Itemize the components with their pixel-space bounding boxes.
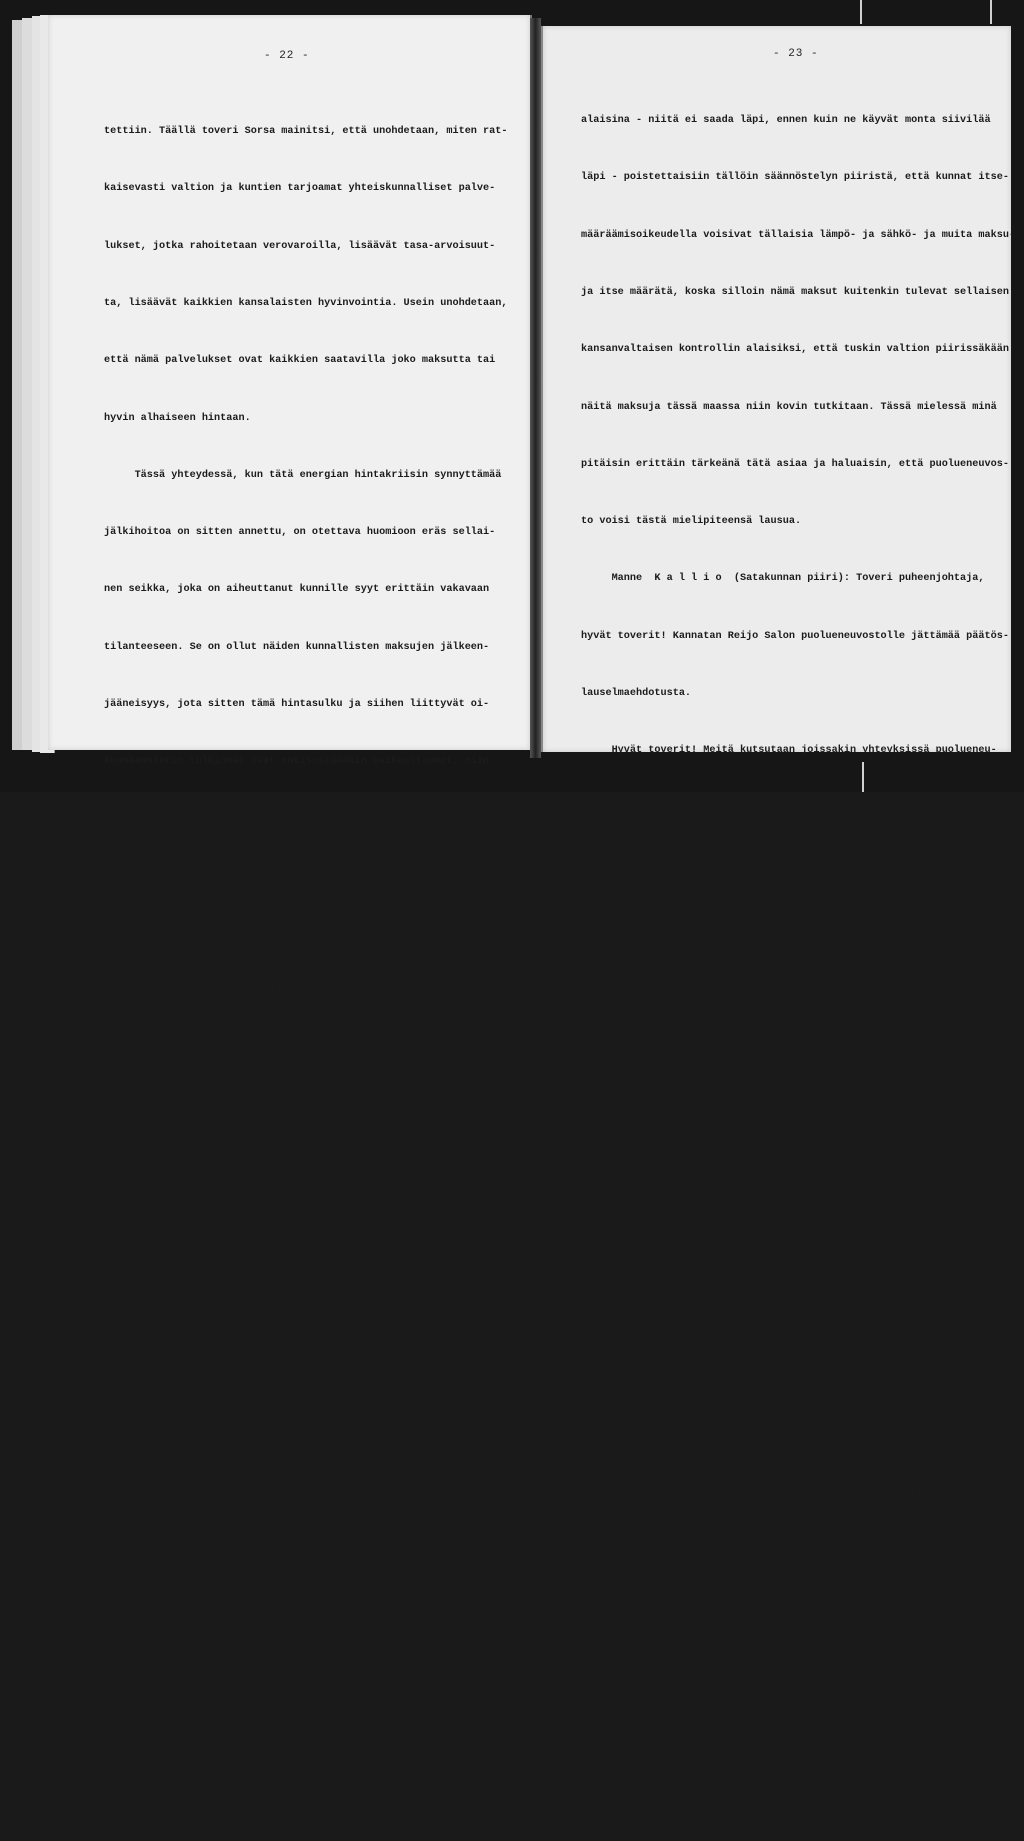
text-line: että kunnat lähtevät tätä kaukolämpöä edelleen kehittämään tässä	[104, 1099, 496, 1111]
text-line: asioista. Tämän valtuutuksen ovat meille antaneet puolueen toverit ken-	[581, 859, 1016, 871]
text-line: to voisi tästä mielipiteensä lausua.	[581, 516, 802, 528]
book-gutter	[530, 18, 541, 758]
text-line: sosialidemokratia on.	[581, 1146, 710, 1158]
scan-artifact	[862, 762, 864, 792]
text-line: hankkimaan täällä, ja vaikuttaa siltä, että valtiovalta on vaatinut,	[104, 1042, 520, 1054]
scan-artifact	[990, 0, 992, 24]
text-line: läpi - poistettaisiin tällöin säännöstelyn piiristä, että kunnat itse-	[581, 172, 1009, 184]
text-line: pitäisin erittäin tärkeänä tätä asiaa ja haluaisin, että puolueneuvos-	[581, 458, 1009, 470]
right-page-number: - 23 -	[773, 48, 819, 60]
text-line: ainakin jos se tuotetaan vastapainelämpönä, on erittäin edullinen	[104, 1214, 502, 1226]
text-line: lemaan sekä puolueessa että ammattiyhdistysliikkeessä että kunnallis-	[581, 1489, 1003, 1501]
text-line: voksiksi. Meille on annettu valtuutus päättää koko kansaa koskevista	[581, 802, 997, 814]
right-page-body	[581, 73, 1015, 1830]
text-line: mentaarinen kansanvalta, on vielä voimassa tässä maassa. Sinulle minä	[581, 1776, 1003, 1788]
text-line: itsenäisessä Suomen valtiossa. Puhun myös sinulle, joka iloitset sii-	[581, 1661, 1003, 1673]
left-page	[48, 15, 532, 1799]
text-line: Manne K a l l i o (Satakunnan piiri): Toveri puheenjohtaja,	[581, 573, 985, 585]
text-line: ta, lisäävät kaikkien kansalaisten hyvinvointia. Usein unohdetaan,	[104, 298, 508, 310]
text-line: tä, että sosialidemokraattisen puolueen olemassaolon perusehto, parla-	[581, 1719, 1009, 1731]
text-line: nen seikka, joka on aiheuttanut kunnille syyt erittäin vakavaan	[104, 584, 490, 596]
text-line: alaisina - niitä ei saada läpi, ennen kuin ne käyvät monta siivilää	[581, 115, 991, 127]
text-line: tässä salissa ja tämän puolueneuvoston päätösvaltaisena jäsenenä edel-	[581, 1260, 1009, 1272]
text-line: ratkaisuun, niin me emme voi taata, kuinka meidän kunnallisvero-	[104, 928, 496, 940]
text-line: ri, jolle minä nyt haluan puhua. En ensisijaisesti puhu ministereille,	[581, 1375, 1009, 1387]
text-line: vastaan, ellei näitä maksuja päästä panemaan sille tasolle. Emme	[104, 1386, 496, 1398]
text-line: me voi kuitenkaan lähteä siitä, että me perimme sellaisiltakin	[104, 1443, 484, 1455]
text-line: tiaa arkipäivän elämässä ja toiminnoissa ihmisten hyväksi, jota työtä	[581, 1088, 1003, 1100]
text-line: tällä, jotka vuosikymmenien aikana ovat tulleet tuntemaan meidät työm-	[581, 917, 1009, 929]
text-line: vät varmasti kovan kontrollin, kovan yhteiskunnallisen valvonnan	[104, 1787, 496, 1799]
text-line: veronmaksajilta korkeaa veroäyrin hintaa, jotka maksavat muuten-	[104, 1500, 496, 1512]
text-line: kansanvaltaisen kontrollin alaisiksi, että tuskin valtion piirissäkään	[581, 344, 1009, 356]
text-line: jälkihoitoa on sitten annettu, on otettava huomioon eräs sellai-	[104, 527, 496, 539]
text-line: valtuustoissa sosialidemokraattisten tavoitteiden puolesta ja voit	[581, 1547, 985, 1559]
text-line: lauselmaehdotusta.	[581, 688, 692, 699]
text-line: keampaa energian hintaa tässä tilanteessa. Tässä mielessä minä	[104, 1615, 484, 1627]
text-line: nyt iloita esimerkiksi siitä, että me edelleenkin elämme vapaassa ja	[581, 1604, 997, 1616]
text-line: hyvät toverit! Kannatan Reijo Salon puolueneuvostolle jättämää päätös-	[581, 630, 1009, 642]
text-line: lukset, jotka rahoitetaan verovaroilla, lisäävät tasa-arvoisuut-	[104, 240, 496, 252]
text-line: tettiin. Täällä toveri Sorsa mainitsi, että unohdetaan, miten rat-	[104, 126, 508, 138]
scan-artifact	[860, 0, 862, 24]
text-line: Hyvät toverit! Meitä kutsutaan joissakin yhteyksissä puolueneu-	[581, 745, 997, 757]
right-page	[541, 26, 1016, 1788]
text-line: Tässä yhteydessä, kun tätä energian hintakriisin synnyttämää	[104, 469, 502, 481]
text-line: määräämisoikeudella voisivat tällaisia lämpö- ja sähkö- ja muita maksu-	[581, 229, 1016, 241]
text-line: äyrimme kohoaa, koska me tällä hetkellä joudumme mm. kaukolämpöä	[104, 985, 496, 997]
text-line: kinlaisen kannanoton, että nämä kunnalliset maksut, jotka synty-	[104, 1730, 496, 1742]
text-line: että mm. kaupungissa, mistä minä olen sieltä rajalta - Lappeenran-	[104, 813, 508, 825]
text-line: demme heidän mielestään parhaiten kyenneet soveltamaan sosialidemokra-	[581, 1031, 1009, 1043]
text-line: energiapoliittisessa tilanteessa, koska se kansantaloudellisesti,	[104, 1157, 502, 1169]
text-line: kin jo, jos niillä on jokin muu lämpölähde kuin kaukolämpö, kor-	[104, 1558, 496, 1570]
text-line: me ja toimintamme perusteella, ehkä ennen kaikkea sen vuoksi, että	[581, 974, 985, 986]
text-line: kaisevasti valtion ja kuntien tarjoamat yhteiskunnalliset palve-	[104, 183, 496, 195]
text-line: hyvin alhaiseen hintaan.	[104, 412, 251, 424]
left-page-number: - 22 -	[264, 50, 310, 62]
text-line: lä mainituilla perusteilla, olet juuri se mies tai nainen, puoluetove-	[581, 1318, 1009, 1330]
left-page-body	[104, 84, 520, 1841]
text-line: ta - ellemme näissä asioissa pääse johonkin meitä tyydyttävään	[104, 870, 484, 882]
text-line: jääneisyys, jota sitten tämä hintasulku ja siihen liittyvät oi-	[104, 699, 490, 710]
text-line: Se teistä, hyvät toverit, joka tuntee saaneensa valtuudet istua	[581, 1203, 997, 1215]
text-line: haluaisin erityisesti, että puolueneuvosto antaisi sellaisen jon-	[104, 1672, 502, 1684]
text-line: tilanteeseen. Se on ollut näiden kunnallisten maksujen jälkeen-	[104, 641, 490, 653]
text-line: keuskanslerin tulkinnat ovat entisestäänkin vaikeuttaneet, niin	[104, 756, 490, 768]
text-line: kansantaloudellinen ratkaisu.	[104, 1271, 282, 1283]
text-line: että nämä palvelukset ovat kaikkien saatavilla joko maksutta tai	[104, 355, 496, 367]
text-line: ja itse määrätä, koska silloin nämä maksut kuitenkin tulevat sellaisen	[581, 287, 1009, 299]
text-line: näitä maksuja tässä maassa niin kovin tutkitaan. Tässä mielessä minä	[581, 401, 997, 413]
text-line: vaan juuri sinulle, joka olet ehkä koko elämäsi ajan joutunut taiste-	[581, 1432, 1003, 1444]
text-line: Asia olisi kannatettava, mutta meille tulee tässä nyt seinä	[104, 1329, 496, 1341]
